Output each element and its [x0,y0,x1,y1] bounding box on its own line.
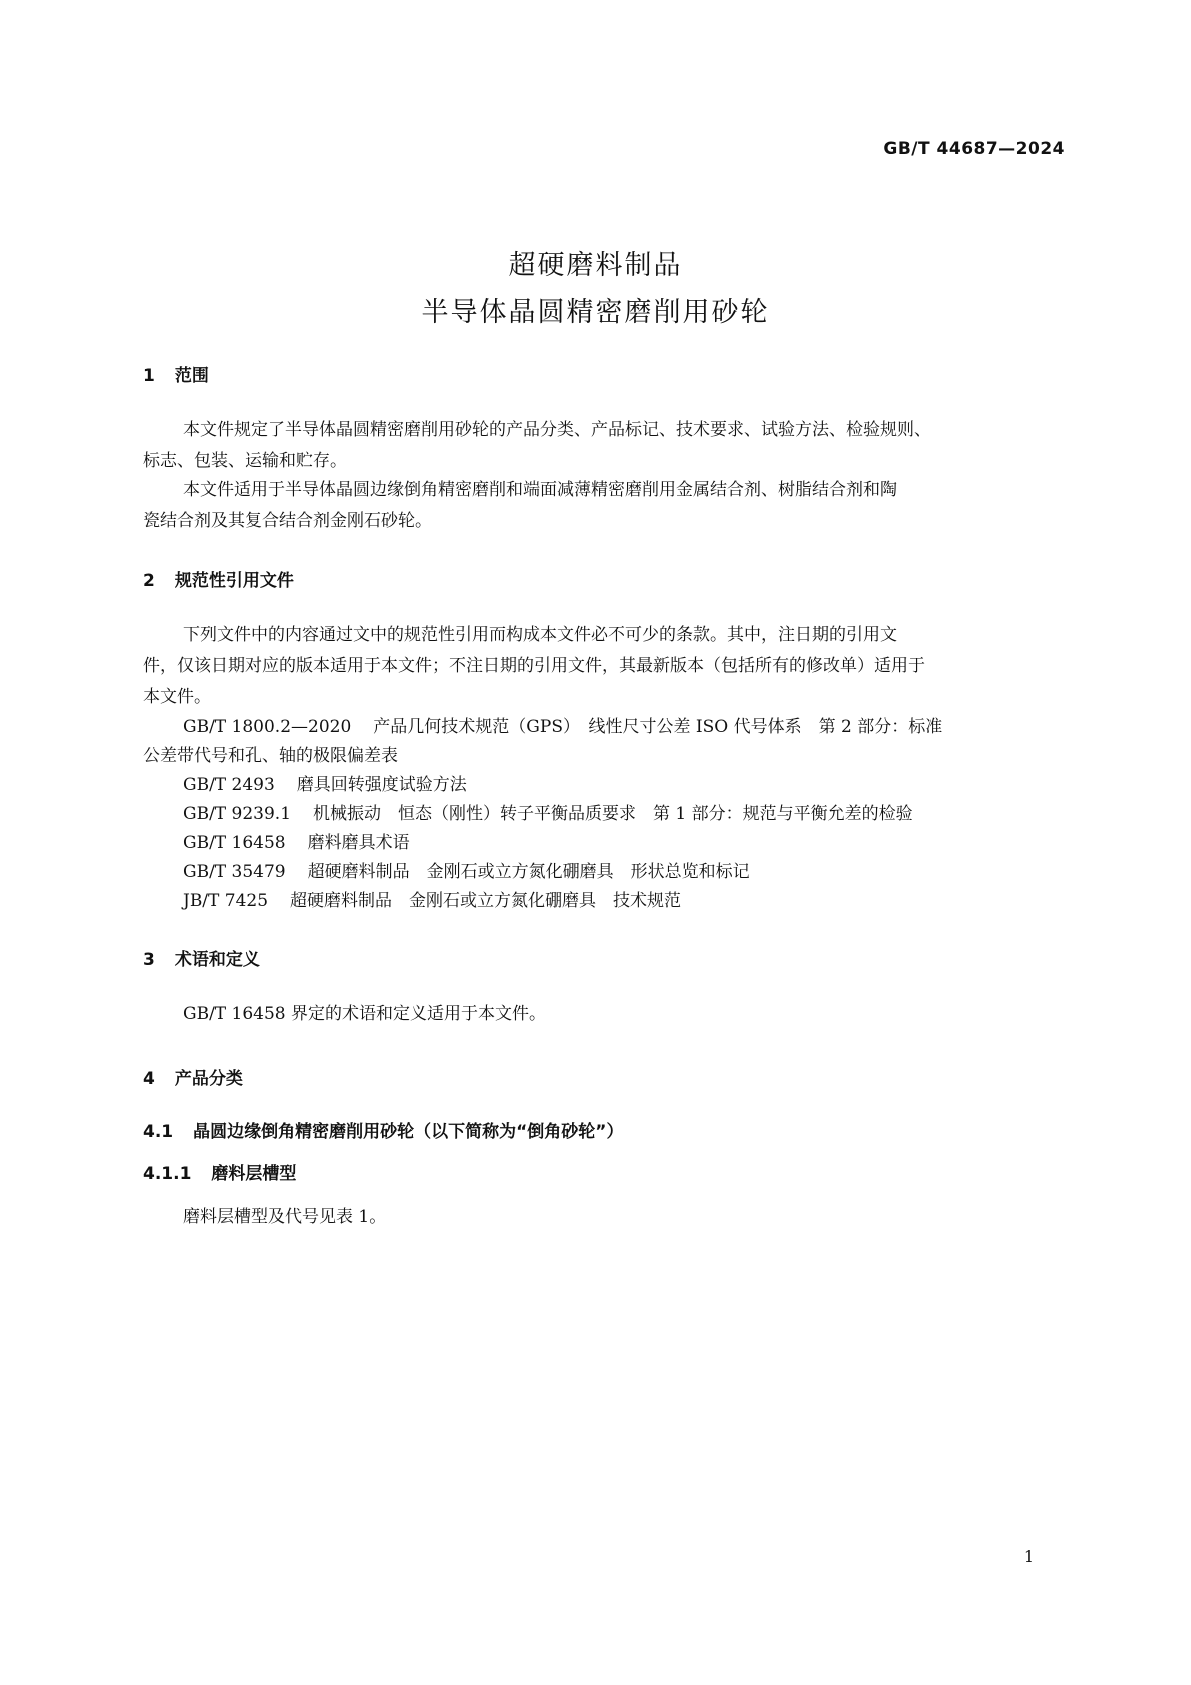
section-4-heading [143,1064,243,1089]
document-title-line2: 半导体晶圆精密磨削用砂轮 [421,297,770,328]
reference-item [183,828,410,853]
reference-title: 超硬磨料制品 金刚石或立方氮化硼磨具 形状总览和标记 [307,862,750,882]
section-title: 范围 [174,366,209,386]
section-1-paragraph-1: 本文件规定了半导体晶圆精密磨削用砂轮的产品分类、产品标记、技术要求、试验方法、检验规则、 标志、包装、运输和贮存。 [143,420,931,471]
section-number: 3 [143,950,155,970]
reference-code: GB/T 2493 [183,775,275,795]
reference-code: GB/T 1800.2—2020 [183,717,352,737]
standard-code-prefix: GB/T [883,139,931,159]
reference-title: 超硬磨料制品 金刚石或立方氮化硼磨具 技术规范 [290,891,682,911]
subsection-4-1-1-paragraph: 磨料层槽型及代号见表 1。 [183,1207,387,1227]
standard-code-number: 44687—2024 [936,139,1065,159]
section-number: 4 [143,1069,155,1089]
section-number: 4.1 [143,1122,174,1142]
reference-item [183,712,942,737]
section-2-heading [143,566,294,591]
reference-code: GB/T 35479 [183,862,286,882]
section-1-paragraph-2: 本文件适用于半导体晶圆边缘倒角精密磨削和端面减薄精密磨削用金属结合剂、树脂结合剂和陶 瓷结合剂及其复合结合剂金刚石砂轮。 [143,480,897,531]
reference-code: JB/T 7425 [183,891,269,911]
reference-title: 机械振动 恒态（刚性）转子平衡品质要求 第 1 部分：规范与平衡允差的检验 [313,804,913,824]
section-title: 晶圆边缘倒角精密磨削用砂轮（以下简称为“倒角砂轮”） [193,1122,624,1142]
reference-item [183,886,681,911]
document-title-line1: 超硬磨料制品 [508,250,683,281]
page-number: 1 [1023,1547,1034,1566]
subsection-4-1-heading [143,1117,623,1142]
subsection-4-1-1-heading [143,1159,296,1184]
standard-code [883,139,1065,159]
section-title: 产品分类 [174,1069,243,1089]
section-title: 规范性引用文件 [174,571,294,591]
reference-title: 磨料磨具术语 [307,833,410,853]
reference-code: GB/T 9239.1 [183,804,292,824]
reference-code: GB/T 16458 [183,833,286,853]
section-1-heading [143,361,209,386]
reference-title: 产品几何技术规范（GPS） 线性尺寸公差 ISO 代号体系 第 2 部分：标准 [373,717,943,737]
section-3-paragraph: GB/T 16458 界定的术语和定义适用于本文件。 [183,1004,547,1024]
section-number: 2 [143,571,155,591]
section-2-paragraph-1: 下列文件中的内容通过文中的规范性引用而构成本文件必不可少的条款。其中，注日期的引用文 件，仅该日期对应的版本适用于本文件；不注日期的引用文件，其最新版本（包括所有的修改单）适用于 本文件。 [143,625,925,707]
reference-title: 磨具回转强度试验方法 [296,775,467,795]
reference-item [183,857,750,882]
reference-item-continuation: 公差带代号和孔、轴的极限偏差表 [143,746,398,766]
section-number: 1 [143,366,155,386]
section-title: 磨料层槽型 [211,1164,297,1184]
section-title: 术语和定义 [174,950,260,970]
section-3-heading [143,945,260,970]
reference-item [183,799,913,824]
reference-item [183,770,467,795]
section-number: 4.1.1 [143,1164,192,1184]
